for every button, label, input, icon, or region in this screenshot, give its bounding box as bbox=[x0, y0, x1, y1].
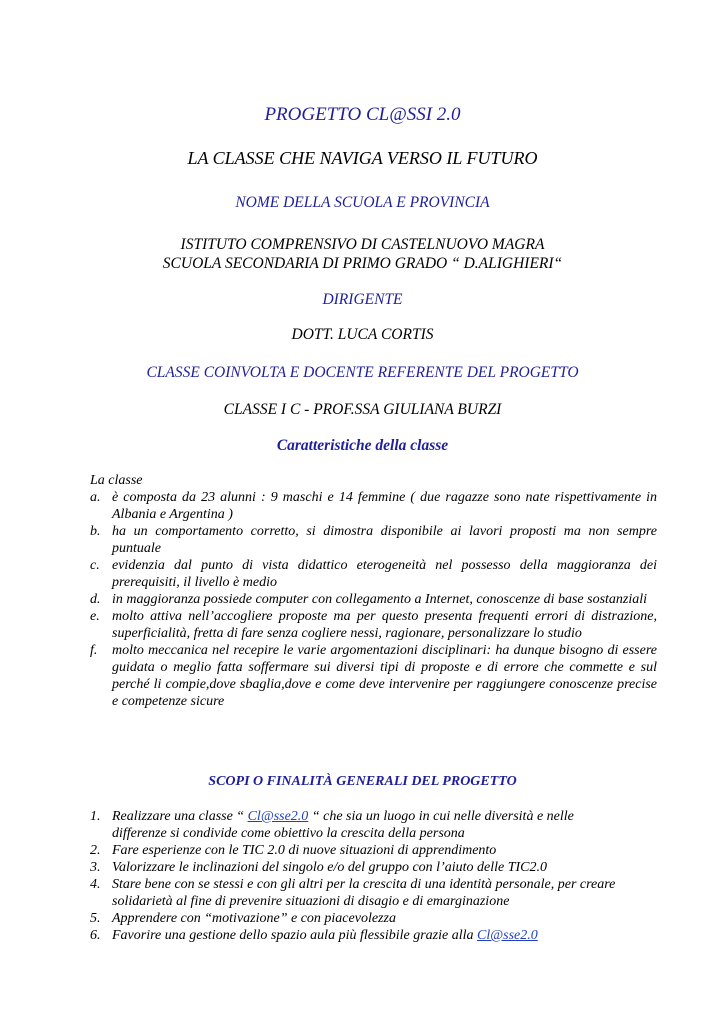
list-marker: e. bbox=[90, 609, 100, 624]
list-marker: 5. bbox=[90, 911, 101, 926]
classe-link[interactable]: Cl@sse2.0 bbox=[477, 928, 538, 943]
list-marker: 3. bbox=[90, 860, 101, 875]
list-marker: c. bbox=[90, 558, 100, 573]
page-title: PROGETTO CL@SSI 2.0 bbox=[264, 104, 461, 125]
list-item-text: Favorire una gestione dello spazio aula più flessibile grazie alla bbox=[112, 928, 478, 943]
list-item bbox=[90, 608, 657, 642]
list-item bbox=[90, 489, 657, 523]
list-item bbox=[90, 859, 670, 876]
list-item bbox=[90, 642, 657, 710]
list-item bbox=[90, 591, 657, 608]
characteristics-intro: La classe bbox=[90, 473, 143, 488]
list-item bbox=[90, 808, 670, 842]
list-item bbox=[90, 557, 657, 591]
list-marker: 1. bbox=[90, 809, 101, 824]
list-marker: 4. bbox=[90, 877, 101, 892]
list-item-text: Apprendere con “motivazione” e con piacevolezza bbox=[112, 911, 396, 926]
list-item-text: Realizzare una classe “ bbox=[112, 809, 248, 824]
list-item-text: in maggioranza possiede computer con collegamento a Internet, conoscenze di base sostanziali bbox=[112, 592, 648, 607]
school-line-1: ISTITUTO COMPRENSIVO DI CASTELNUOVO MAGRA bbox=[180, 236, 545, 253]
principal-heading: DIRIGENTE bbox=[322, 291, 403, 308]
list-item bbox=[90, 523, 657, 557]
list-item-text: Fare esperienze con le TIC 2.0 di nuove situazioni di apprendimento bbox=[112, 843, 497, 858]
list-marker: 2. bbox=[90, 843, 101, 858]
page-subtitle: LA CLASSE CHE NAVIGA VERSO IL FUTURO bbox=[187, 148, 538, 168]
school-line-2: SCUOLA SECONDARIA DI PRIMO GRADO “ D.ALIGHIERI“ bbox=[162, 255, 563, 272]
principal-name: DOTT. LUCA CORTIS bbox=[291, 326, 434, 343]
list-item-text: evidenzia dal punto di vista didattico eterogeneità nel possesso della maggioranza dei prerequisiti, il livello è medio bbox=[112, 558, 657, 590]
list-item-text: è composta da 23 alunni : 9 maschi e 14 femmine ( due ragazze sono nate rispettivamente in Albania e Argentina ) bbox=[112, 490, 657, 522]
list-marker: b. bbox=[90, 524, 101, 539]
list-marker: f. bbox=[90, 643, 98, 658]
list-item-text: molto meccanica nel recepire le varie argomentazioni disciplinari: ha dunque bisogno di essere guidata o meglio fatta soffermare sui diversi tipi di proposte e di errore che commette e sul perché li compie,dove sbaglia,dove e come deve intervenire per raggiungere conoscenze precise e competenze sicure bbox=[112, 643, 657, 709]
list-item bbox=[90, 842, 670, 859]
list-item bbox=[90, 876, 670, 910]
list-marker: d. bbox=[90, 592, 101, 607]
list-item-text: differenze si condivide come obiettivo la crescita della persona bbox=[112, 826, 465, 841]
goals-list bbox=[90, 808, 670, 944]
characteristics-heading: Caratteristiche della classe bbox=[276, 437, 449, 454]
class-value: CLASSE I C - PROF.SSA GIULIANA BURZI bbox=[223, 401, 502, 418]
list-item-text: “ che sia un luogo in cui nelle diversità e nelle bbox=[308, 809, 574, 824]
list-marker: 6. bbox=[90, 928, 101, 943]
list-item-text: Stare bene con se stessi e con gli altri per la crescita di una identità personale, per creare solidarietà al fine di prevenire situazioni di disagio e di emarginazione bbox=[112, 877, 616, 909]
list-item-text: molto attiva nell’accogliere proposte ma per questo presenta frequenti errori di distrazione, superficialità, fretta di fare senza cogliere nessi, ragionare, personalizzare lo studio bbox=[112, 609, 657, 641]
list-item-text: ha un comportamento corretto, si dimostra disponibile ai lavori proposti ma non sempre puntuale bbox=[112, 524, 657, 556]
school-heading: NOME DELLA SCUOLA E PROVINCIA bbox=[235, 194, 490, 211]
classe-link[interactable]: Cl@sse2.0 bbox=[247, 809, 309, 824]
list-item-text: Valorizzare le inclinazioni del singolo e/o del gruppo con l’aiuto delle TIC2.0 bbox=[112, 860, 548, 875]
goals-heading: SCOPI O FINALITÀ GENERALI DEL PROGETTO bbox=[208, 774, 517, 789]
list-item bbox=[90, 927, 670, 944]
characteristics-list bbox=[90, 489, 657, 710]
list-item bbox=[90, 910, 670, 927]
class-heading: CLASSE COINVOLTA E DOCENTE REFERENTE DEL PROGETTO bbox=[146, 364, 579, 381]
list-marker: a. bbox=[90, 490, 101, 505]
